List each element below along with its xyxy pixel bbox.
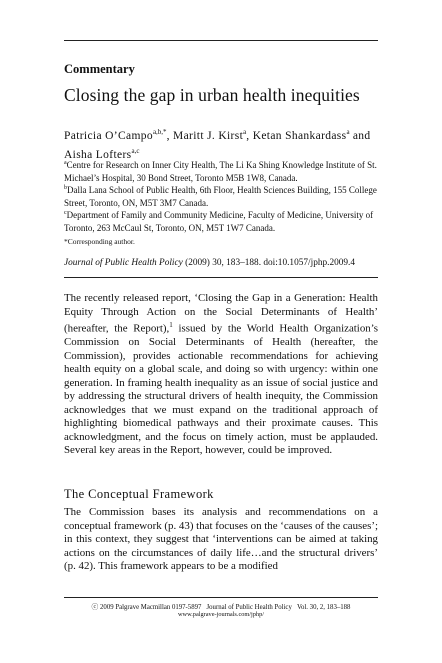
paragraph-text: The recently released report, ‘Closing the Gap in a Generation: Health Equity Through Action on the Social Determinants of Health’ (hereafter, the Report), <box>64 292 378 335</box>
author-separator: , <box>166 129 174 142</box>
footnote-reference: 1 <box>169 321 173 329</box>
affiliation-text: Department of Family and Community Medicine, Faculty of Medicine, University of Toronto, 263 McCaul St, Toronto, ON, M5T 1W7 Canada. <box>64 210 374 233</box>
author-name: and Aisha Lofters <box>64 129 371 161</box>
affiliation-mark: b <box>64 185 67 191</box>
author-separator: , <box>246 129 253 142</box>
paragraph-text: issued by the World Health Organization’s Commission on Social Determinants of Health (hereafter, the Commission), provides actionable recommendations for achieving health equity on a global scale, and doing so with urgency: within one generation. In framing health inequality as an issue of social justice and by addressing the structural drivers of health inequity, the Commission acknowledges that we must expand on the traditional approach of highlighting biomedical pathways and their proximate causes. This acknowledgment, and the focus on timely action, must be applauded. Several key areas in the Report, however, could be improved. <box>64 322 378 457</box>
body-paragraph <box>64 292 378 458</box>
author-affiliation-mark: a,b,* <box>152 128 167 136</box>
affiliation-a <box>64 157 382 184</box>
author-name: Maritt J. Kirst <box>173 129 244 142</box>
affiliation-mark: c <box>64 210 67 216</box>
corresponding-author-note: *Corresponding author. <box>64 237 135 246</box>
journal-citation <box>64 258 382 268</box>
body-paragraph: The Commission bases its analysis and recommendations on a conceptual framework (p. 43) that focuses on the ‘causes of the causes’; in this context, they suggest that ‘interventions can be aimed at taking actions on the circumstances of daily life…and the structural drivers’ (p. 42). This framework appears to be a modified <box>64 506 378 572</box>
author-name: Ketan Shankardass <box>252 129 347 142</box>
footer-rule <box>64 597 378 598</box>
journal-url: www.palgrave-journals.com/jphp/ <box>178 611 264 618</box>
citation-details: (2009) 30, 183–188. doi:10.1057/jphp.2009.4 <box>182 258 356 268</box>
author-affiliation-mark: a <box>346 128 350 136</box>
article-title: Closing the gap in urban health inequities <box>64 85 360 105</box>
citation-rule <box>64 277 378 278</box>
affiliation-c <box>64 207 382 234</box>
section-heading: The Conceptual Framework <box>64 487 214 501</box>
journal-name: Journal of Public Health Policy <box>64 258 183 268</box>
author-affiliation-mark: a,c <box>131 146 140 155</box>
footer-volume: Vol. 30, 2, 183–188 <box>296 604 351 611</box>
author-affiliation-mark: a <box>243 128 247 136</box>
author-name: Patricia O’Campo <box>64 129 153 142</box>
section-label: Commentary <box>64 62 135 76</box>
header-rule <box>64 40 378 41</box>
copyright-text: ⓒ 2009 Palgrave Macmillan 0197-5897 <box>91 604 202 611</box>
affiliation-text: Dalla Lana School of Public Health, 6th Floor, Health Sciences Building, 155 College Street, Toronto, ON, M5T 3M7 Canada. <box>64 185 377 208</box>
affiliation-mark: a <box>64 160 67 166</box>
affiliation-b <box>64 182 382 209</box>
footer-journal: Journal of Public Health Policy <box>206 604 292 611</box>
affiliation-text: Centre for Research on Inner City Health, The Li Ka Shing Knowledge Institute of St. Michael’s Hospital, 30 Bond Street, Toronto M5B 1W8, Canada. <box>64 160 377 183</box>
footer-copyright-line <box>0 601 442 611</box>
